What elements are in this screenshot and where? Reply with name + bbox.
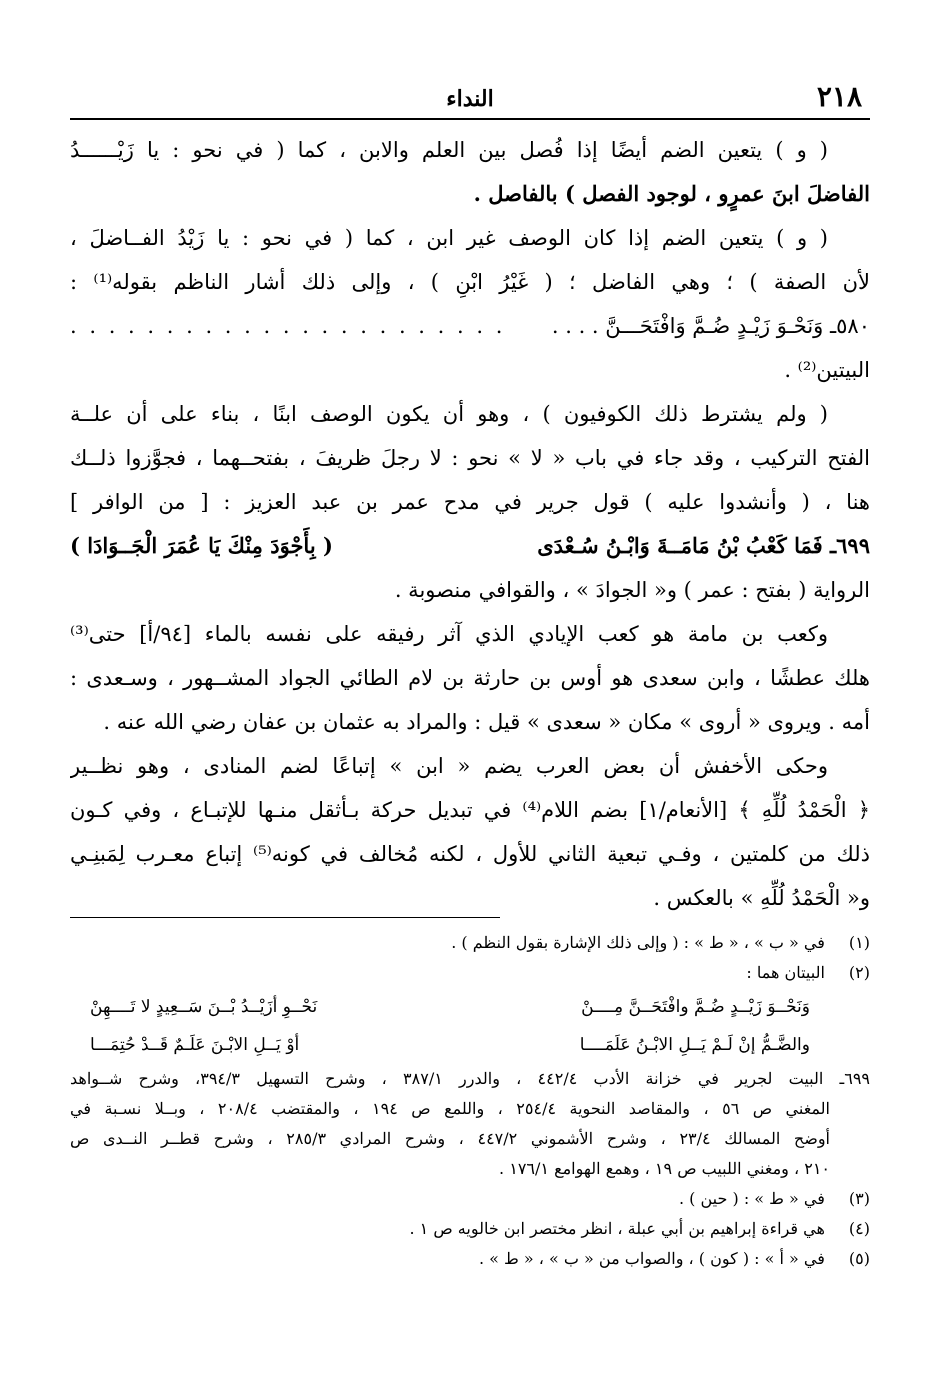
footnote-number: (١) <box>848 933 870 952</box>
text-line: ﴿ الْحَمْدُ لُلِّهِ ﴾ [الأنعام/١] بضم اللام⁽⁴⁾ في تبديل حركة بـأثقل منـها للإتبـاع ، وفي كـون <box>70 798 870 822</box>
footnote-2 <box>70 958 870 988</box>
text-line: وكعب بن مامة هو كعب الإيادي الذي آثر رفيقه على نفسه بالماء [٩٤/أ] حتى⁽³⁾ <box>70 622 829 646</box>
footnote-number: (٥) <box>848 1249 870 1268</box>
footnote-1 <box>70 928 870 958</box>
text-line: هنا ، ( وأنشدوا عليه ) قول جرير في مدح عمر بن عبد العزيز : [ من الوافر ] <box>70 490 870 514</box>
footnote-699-line: المغني ص ٥٦ ، والمقاصد النحوية ٢٥٤/٤ ، واللمع ص ١٩٤ ، والمقتضب ٢٠٨/٤ ، وبــلا نسـبة في <box>70 1099 830 1118</box>
footnote-text: البيتان هما : <box>746 963 825 982</box>
verse-580-text: ٥٨٠ـ وَنَحْـوَ زَيْـدٍ ضُـمَّ وَافْتَحَـــنَّ . . . . <box>551 314 870 338</box>
verse-699 <box>70 524 870 568</box>
text-line: الفاضلَ ابنَ عمرٍو ، لوجود الفصل ) بالفاصل . <box>473 181 870 206</box>
text-line: ذلك من كلمتين ، وفـي تبعية الثاني للأول ، لكنه مُخالف في كونه⁽⁵⁾ إتباع معـرب لِمَبنِـي <box>70 842 870 866</box>
page-number: ٢١٨ <box>816 80 862 113</box>
text-line: الفتح التركيب ، وقد جاء في باب « لا » نحو : لا رجلَ ظريفَ ، بفتحــهما ، فجوَّزوا ذلــك <box>70 446 870 470</box>
verse-hemistich: أوْ يَــلِ الابْـنَ عَلَـمٌ قَــدْ حُتِمَـــا <box>90 1035 300 1055</box>
footnote-699-line: أوضح المسالك ٢٣/٤ ، وشرح الأشموني ٤٤٧/٢ ، وشرح المرادي ٢٨٥/٣ ، وشرح قطــر النــدى ص <box>70 1129 831 1148</box>
footnote-text: في « ط » : ( حين ) . <box>679 1189 825 1208</box>
verse-699-second-half: ( بِأَجْوَدَ مِنْكَ يَا عُمَرَ الْجَــوَادَا ) <box>70 533 333 558</box>
text-line: لأن الصفة ) ؛ وهي الفاضل ؛ ( غَيْرُ ابْنِ ) ، وإلى ذلك أشار الناظم بقوله⁽¹⁾ : <box>70 270 870 294</box>
footnote-699-line: ٦٩٩ـ البيت لجرير في خزانة الأدب ٤٤٢/٤ ، والدرر ٣٨٧/١ ، وشرح التسهيل ٣٩٤/٣، وشرح شــواهد <box>70 1069 870 1088</box>
text-line: و« الْحَمْدُ لُلِّهِ » بالعكس . <box>653 886 870 910</box>
verse-hemistich: والضَّـمُّ إنْ لَـمْ يَــلِ الابْـنُ عَلَمَــــا <box>579 1035 810 1055</box>
text-line: ( و ) يتعين الضم إذا كان الوصف غير ابن ، كما ( في نحو : يا زَيْدُ الفــاضلَ ، <box>70 226 828 250</box>
footnote-3 <box>70 1184 870 1214</box>
footnote-number: (٤) <box>848 1219 870 1238</box>
footnote-4 <box>70 1214 870 1244</box>
footnote-699-line: ٢١٠ ، ومغني اللبيب ص ١٩ ، وهمع الهوامع ١٧٦/١ . <box>499 1159 830 1178</box>
verse-580 <box>70 304 870 348</box>
text-line: هلك عطشًا ، وابن سعدى هو أوس بن حارثة بن لام الطائي الجواد المشــهور ، وسـعدى : <box>70 666 870 690</box>
footnote-verse-2 <box>70 1026 870 1064</box>
footnote-text: هي قراءة إبراهيم بن أبي عبلة ، انظر مختصر ابن خالويه ص ١ . <box>409 1219 825 1238</box>
text-line: وحكى الأخفش أن بعض العرب يضم « ابن » إتباعًا لضم المنادى ، وهو نظــير <box>70 754 828 778</box>
footnote-text: في « ب » ، « ط » : ( وإلى ذلك الإشارة بقول النظم ) . <box>451 933 825 952</box>
running-header <box>70 80 870 120</box>
verse-hemistich: نَحْــوِ أزَيْــدُ بْــنَ سَــعِيدٍ لا تَــــهِنْ <box>90 997 318 1017</box>
main-text <box>70 128 870 920</box>
verse-699-first-half: ٦٩٩ـ فَمَا كَعْبُ بْنُ مَامَــةَ وَابْـنُ سُـعْدَى <box>537 533 870 558</box>
verse-hemistich: وَنَحْــوَ زَيْــدٍ ضُـمَّ وافْتَحَــنَّ مِــــنْ <box>581 997 810 1017</box>
footnote-5 <box>70 1244 870 1274</box>
footnote-number: (٣) <box>848 1189 870 1208</box>
text-line: ( و ) يتعين الضم أيضًا إذا فُصل بين العلم والابن ، كما ( في نحو : يا زَيْــــــدُ <box>70 138 828 162</box>
footnote-rule <box>70 917 500 918</box>
text-line: ( ولم يشترط ذلك الكوفيون ) ، وهو أن يكون الوصف ابنًا ، بناء على أن علــة <box>70 402 828 426</box>
book-page <box>70 0 870 1378</box>
text-line: أمه . ويروى « أروى » مكان « سعدى » قيل : والمراد به عثمان بن عفان رضي الله عنه . <box>103 710 870 734</box>
footnote-text: في « أ » : ( كون ) ، والصواب من « ب » ، « ط » . <box>478 1249 825 1268</box>
footnote-verse-1 <box>70 988 870 1026</box>
header-rule <box>70 118 870 120</box>
footnote-number: (٢) <box>848 963 870 982</box>
text-line: الرواية ( بفتح : عمر ) و« الجوادَ » ، والقوافي منصوبة . <box>394 578 870 602</box>
chapter-title: النداء <box>446 86 494 112</box>
text-line: البيتين⁽²⁾ . <box>784 358 870 382</box>
verse-580-dots: . . . . . . . . . . . . . . . . . . . . . . . <box>70 314 506 338</box>
footnotes <box>70 928 870 1274</box>
